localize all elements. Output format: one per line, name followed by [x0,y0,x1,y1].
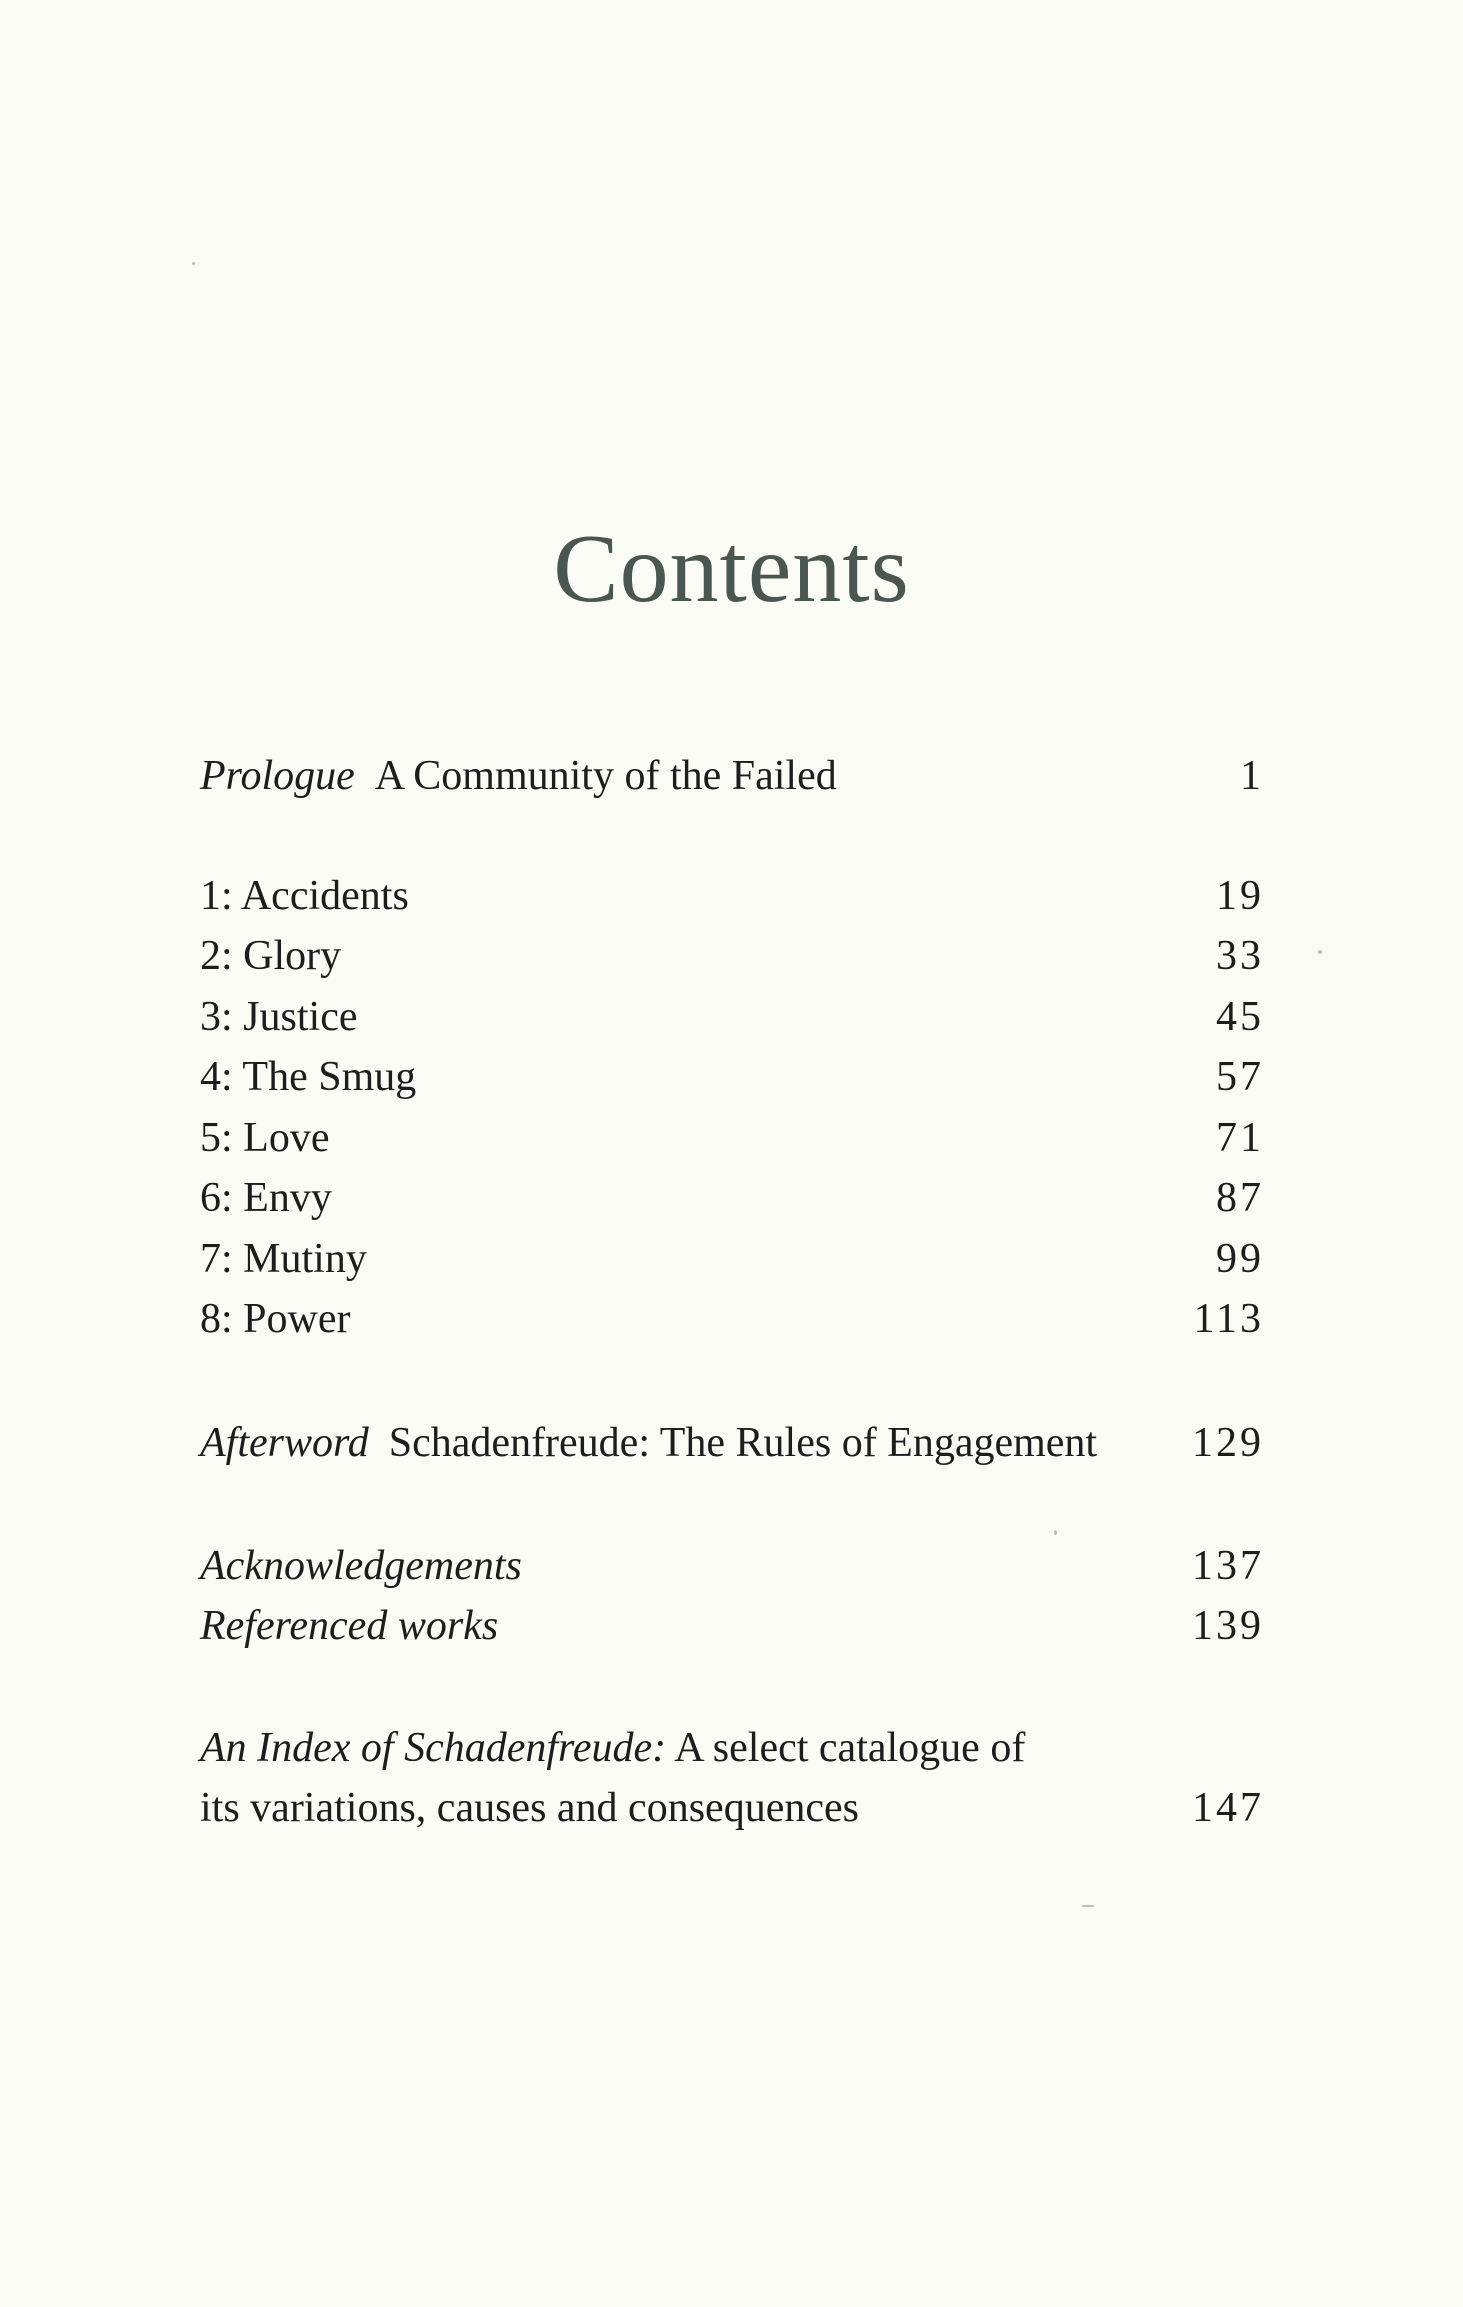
toc-entry-label-text: A Community of the Failed [374,753,837,799]
toc-entry-page: 113 [1193,1296,1264,1342]
toc-entry-page: 45 [1216,994,1264,1040]
toc-entry-label: 1: Accidents [200,873,409,919]
toc-entry-page: 33 [1216,933,1264,979]
toc-entry-page: 1 [1240,753,1264,799]
toc-entry-label: 5: Love [200,1115,330,1161]
toc-entry-page: 87 [1216,1175,1264,1221]
toc-entry-page: 147 [1192,1785,1264,1831]
scan-speck [1318,950,1322,954]
scan-speck [1054,1530,1057,1535]
toc-entry-label-italic: Prologue [200,753,355,799]
scan-speck [192,262,195,265]
toc-entry-label: Referenced works [200,1603,499,1649]
toc-entry-page: 19 [1216,873,1264,919]
toc-entry-label: 6: Envy [200,1175,332,1221]
toc-entry-label: 8: Power [200,1296,351,1342]
toc-entry-label-italic: Afterword [200,1420,369,1466]
toc-entry-label: 7: Mutiny [200,1236,367,1282]
toc-entry-label: 2: Glory [200,933,342,979]
toc-entry-label-italic: An Index of Schadenfreude: [200,1725,667,1771]
scan-speck [1082,1905,1094,1907]
toc-entry-label [200,1422,1097,1464]
toc-entry-label-text: A select catalogue of [674,1725,1026,1771]
toc-entry-page: 71 [1216,1115,1264,1161]
toc-entry-page: 99 [1216,1236,1264,1282]
page-title: Contents [553,515,910,623]
toc-entry-page: 139 [1192,1603,1264,1649]
toc-entry-page: 57 [1216,1054,1264,1100]
toc-entry-label-text: Schadenfreude: The Rules of Engagement [388,1420,1098,1466]
toc-entry-label [200,1727,1025,1769]
toc-entry-label: Acknowledgements [200,1543,522,1589]
toc-entry-page: 129 [1192,1420,1264,1466]
toc-entry-page: 137 [1192,1543,1264,1589]
toc-entry-label [200,755,837,797]
toc-entry-label: 3: Justice [200,994,358,1040]
toc-entry-label: 4: The Smug [200,1054,417,1100]
toc-entry-label: its variations, causes and consequences [200,1785,859,1831]
